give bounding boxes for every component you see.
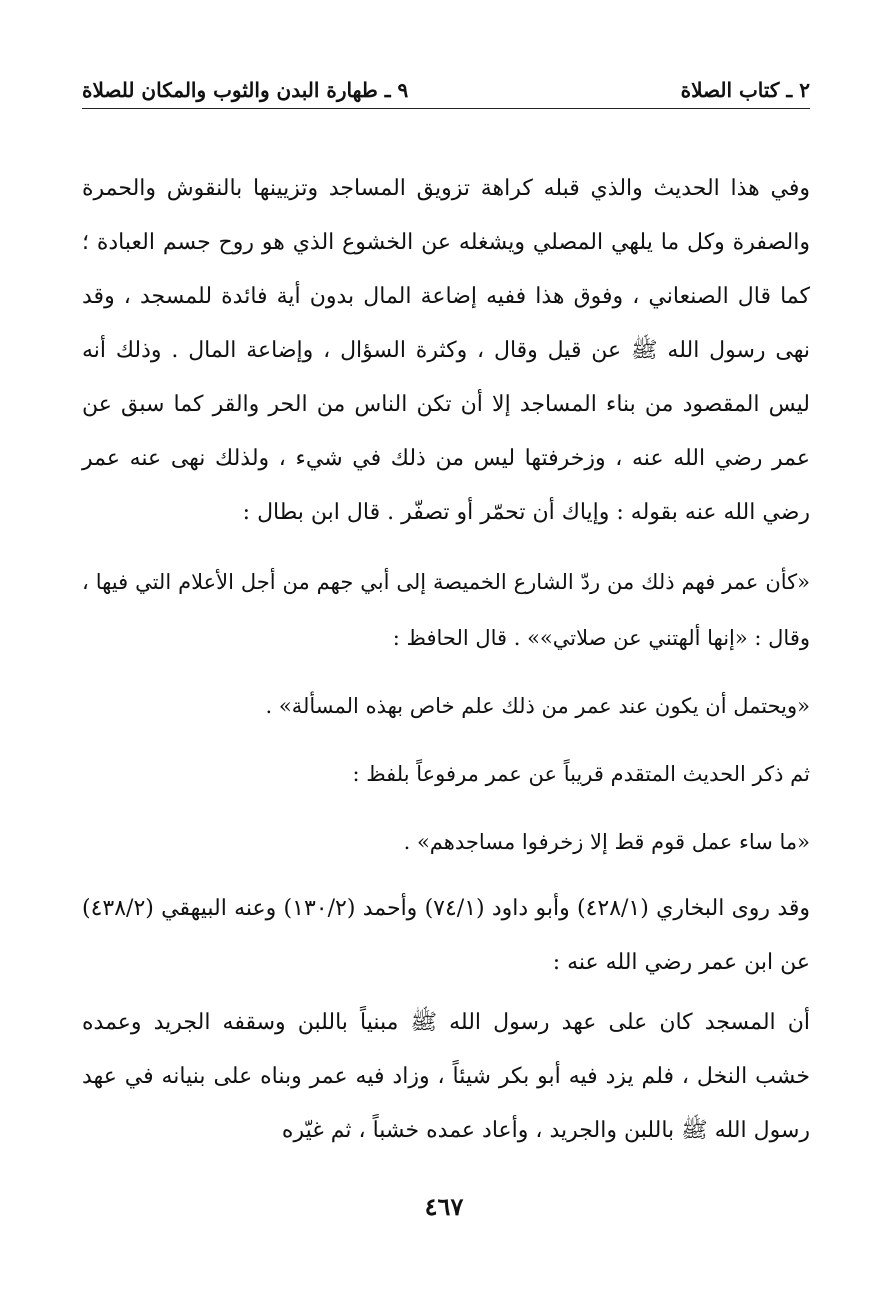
- chapter-title: ٢ ـ كتاب الصلاة: [680, 78, 810, 102]
- hadith-intro-line: ثم ذكر الحديث المتقدم قريباً عن عمر مرفوعاً بلفظ :: [352, 762, 810, 786]
- paragraph-2: وقد روى البخاري (٤٢٨/١) وأبو داود (٧٤/١) وأحمد (١٣٠/٢) وعنه البيهقي (٤٣٨/٢) عن ابن عمر رضي الله عنه :: [82, 896, 811, 975]
- hadith-quote: «ما ساء عمل قوم قط إلا زخرفوا مساجدهم» .: [403, 830, 810, 854]
- paragraph-3: أن المسجد كان على عهد رسول الله ﷺ مبنياً باللبن وسقفه الجريد وعمده خشب النخل ، فلم يزد فيه أبو بكر شيئاً ، وزاد فيه عمر وبناه على بنيانه في عهد رسول الله ﷺ باللبن والجريد ، وأعاد عمده خشباً ، ثم غيّره: [82, 1010, 810, 1143]
- page-body: [82, 162, 810, 1158]
- running-header: [82, 60, 810, 109]
- quote-al-hafiz: «ويحتمل أن يكون عند عمر من ذلك علم خاص بهذه المسألة» .: [265, 694, 810, 718]
- paragraph-1: وفي هذا الحديث والذي قبله كراهة تزويق المساجد وتزيينها بالنقوش والحمرة والصفرة وكل ما يلهي المصلي ويشغله عن الخشوع الذي هو روح جسم العبادة ؛ كما قال الصنعاني ، وفوق هذا ففيه إضاعة المال بدون أية فائدة للمسجد ، وقد نهى رسول الله ﷺ عن قيل وقال ، وكثرة السؤال ، وإضاعة المال . وذلك أنه ليس المقصود من بناء المساجد إلا أن تكن الناس من الحر والقر كما سبق عن عمر رضي الله عنه ، وزخرفتها ليس من ذلك في شيء ، ولذلك نهى عنه عمر رضي الله عنه بقوله : وإياك أن تحمّر أو تصفّر . قال ابن بطال :: [82, 176, 810, 525]
- quote-ibn-battal: «كأن عمر فهم ذلك من ردّ الشارع الخميصة إلى أبي جهم من أجل الأعلام التي فيها ، وقال : «إنها ألهتني عن صلاتي»» . قال الحافظ :: [82, 570, 810, 650]
- section-title: ٩ ـ طهارة البدن والثوب والمكان للصلاة: [82, 78, 409, 102]
- page-number: ٤٦٧: [424, 1192, 464, 1221]
